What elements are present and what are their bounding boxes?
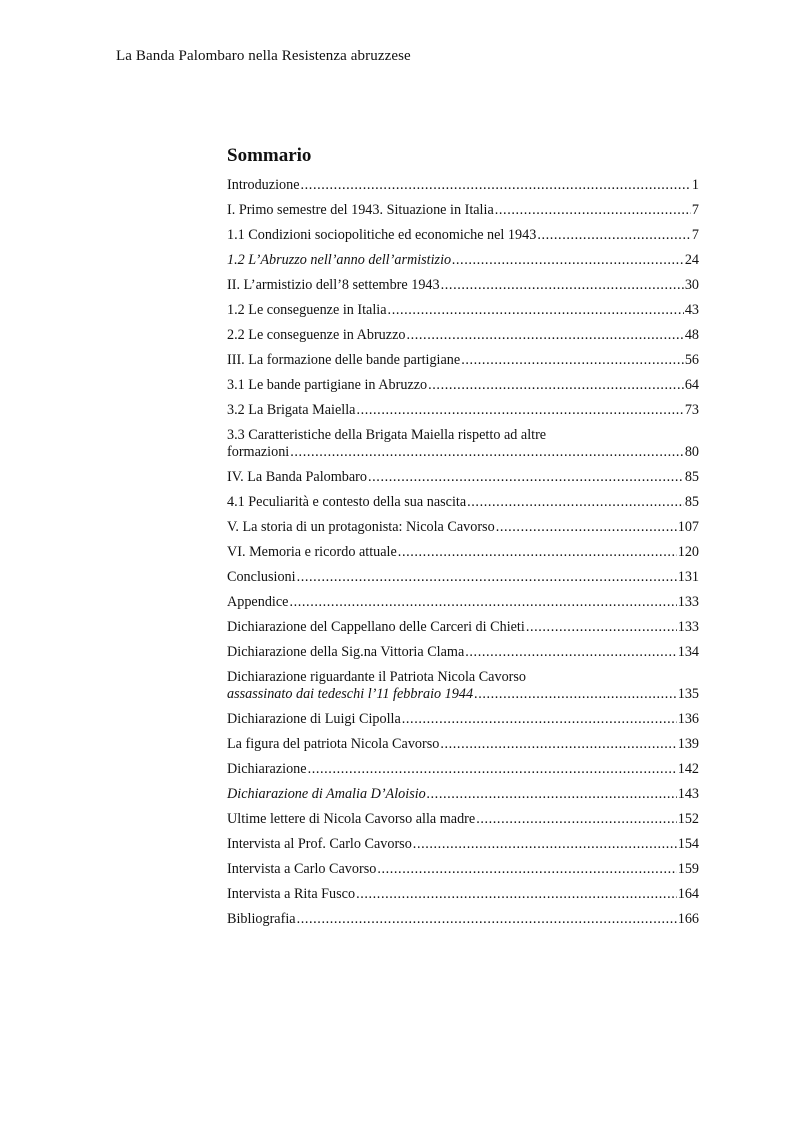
dot-leader [428, 377, 684, 394]
dot-leader [476, 811, 677, 828]
toc-entry[interactable] [227, 861, 699, 878]
toc-entry[interactable] [227, 594, 699, 611]
toc-entry-page-number: 43 [684, 302, 699, 318]
dot-leader [388, 302, 684, 319]
toc-entry-page-number: 85 [684, 494, 699, 510]
toc-entry[interactable] [227, 227, 699, 244]
toc-entry-page-number: 159 [677, 861, 699, 877]
toc-entry[interactable] [227, 736, 699, 753]
dot-leader [289, 594, 676, 611]
toc-entry-page-number: 7 [691, 227, 699, 243]
toc-entry[interactable] [227, 644, 699, 661]
toc-entry-page-number: 143 [677, 786, 699, 802]
toc-entry-label: Dichiarazione di Luigi Cipolla [227, 711, 401, 727]
toc-entry-label: formazioni [227, 444, 290, 460]
toc-entry[interactable] [227, 427, 699, 461]
toc-entry[interactable] [227, 786, 699, 803]
toc-entry-page-number: 1 [691, 177, 699, 193]
toc-entry[interactable] [227, 252, 699, 269]
toc-entry-label: II. L’armistizio dell’8 settembre 1943 [227, 277, 440, 293]
dot-leader [368, 469, 684, 486]
toc-entry[interactable] [227, 569, 699, 586]
toc-entry-label: Introduzione [227, 177, 300, 193]
toc-entry-page-number: 48 [684, 327, 699, 343]
toc-entry-label: VI. Memoria e ricordo attuale [227, 544, 397, 560]
toc-entry-page-number: 136 [677, 711, 699, 727]
toc-entry-label: 4.1 Peculiarità e contesto della sua nascita [227, 494, 467, 510]
toc-entry-label: Conclusioni [227, 569, 296, 585]
toc-entry-label: 1.2 L’Abruzzo nell’anno dell’armistizio [227, 252, 452, 268]
toc-entry[interactable] [227, 519, 699, 536]
dot-leader [398, 544, 677, 561]
toc-entry-page-number: 7 [691, 202, 699, 218]
toc-entry-label: Intervista a Rita Fusco [227, 886, 356, 902]
toc-entry[interactable] [227, 402, 699, 419]
dot-leader [496, 519, 677, 536]
toc-entry-label: 3.1 Le bande partigiane in Abruzzo [227, 377, 428, 393]
toc-entry-label: Dichiarazione del Cappellano delle Carceri di Chieti [227, 619, 525, 635]
dot-leader [537, 227, 691, 244]
toc-entry-page-number: 166 [677, 911, 699, 927]
toc-entry-label: Appendice [227, 594, 289, 610]
dot-leader [377, 861, 676, 878]
toc-entry-label: Bibliografia [227, 911, 296, 927]
toc-entry-page-number: 154 [677, 836, 699, 852]
toc-entry-page-number: 142 [677, 761, 699, 777]
toc-entry-label: I. Primo semestre del 1943. Situazione in Italia [227, 202, 494, 218]
toc-entry-label: 3.2 La Brigata Maiella [227, 402, 356, 418]
table-of-contents [227, 144, 699, 936]
toc-entry[interactable] [227, 277, 699, 294]
toc-entry-page-number: 107 [677, 519, 699, 535]
toc-list [227, 177, 699, 928]
toc-entry[interactable] [227, 302, 699, 319]
toc-entry-page-number: 134 [677, 644, 699, 660]
toc-entry[interactable] [227, 202, 699, 219]
toc-entry[interactable] [227, 619, 699, 636]
toc-entry-page-number: 85 [684, 469, 699, 485]
toc-entry-label-line1: Dichiarazione riguardante il Patriota Nicola Cavorso [227, 669, 527, 685]
toc-entry-page-number: 152 [677, 811, 699, 827]
dot-leader [356, 402, 683, 419]
toc-entry[interactable] [227, 469, 699, 486]
toc-entry-page-number: 64 [684, 377, 699, 393]
dot-leader [526, 619, 677, 636]
dot-leader [297, 569, 677, 586]
toc-entry-page-number: 56 [684, 352, 699, 368]
toc-entry-page-number: 120 [677, 544, 699, 560]
dot-leader [297, 911, 677, 928]
running-header: La Banda Palombaro nella Resistenza abruzzese [116, 48, 411, 64]
toc-entry[interactable] [227, 811, 699, 828]
dot-leader [402, 711, 677, 728]
toc-entry-label: assassinato dai tedeschi l’11 febbraio 1944 [227, 686, 474, 702]
dot-leader [495, 202, 691, 219]
toc-entry-page-number: 80 [684, 444, 699, 460]
dot-leader [427, 786, 677, 803]
dot-leader [441, 277, 684, 294]
toc-entry-page-number: 164 [677, 886, 699, 902]
dot-leader [290, 444, 684, 461]
toc-title: Sommario [227, 145, 312, 166]
toc-entry[interactable] [227, 911, 699, 928]
toc-entry-label: V. La storia di un protagonista: Nicola Cavorso [227, 519, 495, 535]
toc-entry-label-line1: 3.3 Caratteristiche della Brigata Maiella rispetto ad altre [227, 427, 547, 443]
toc-entry-label: 2.2 Le conseguenze in Abruzzo [227, 327, 406, 343]
toc-entry-label: 1.1 Condizioni sociopolitiche ed economiche nel 1943 [227, 227, 537, 243]
toc-entry[interactable] [227, 352, 699, 369]
toc-entry[interactable] [227, 669, 699, 703]
toc-entry-page-number: 131 [677, 569, 699, 585]
dot-leader [356, 886, 677, 903]
dot-leader [452, 252, 684, 269]
toc-entry-label: Intervista a Carlo Cavorso [227, 861, 377, 877]
toc-entry[interactable] [227, 836, 699, 853]
toc-entry-page-number: 133 [677, 594, 699, 610]
toc-entry[interactable] [227, 761, 699, 778]
toc-entry-label: Dichiarazione [227, 761, 307, 777]
toc-entry[interactable] [227, 377, 699, 394]
toc-entry-label: Ultime lettere di Nicola Cavorso alla madre [227, 811, 476, 827]
toc-entry-page-number: 139 [677, 736, 699, 752]
dot-leader [467, 494, 684, 511]
toc-entry-label: 1.2 Le conseguenze in Italia [227, 302, 387, 318]
dot-leader [406, 327, 683, 344]
toc-entry-label: Dichiarazione della Sig.na Vittoria Clama [227, 644, 465, 660]
toc-entry[interactable] [227, 177, 699, 194]
toc-entry-label: Intervista al Prof. Carlo Cavorso [227, 836, 412, 852]
toc-entry[interactable] [227, 711, 699, 728]
dot-leader [461, 352, 684, 369]
dot-leader [413, 836, 677, 853]
toc-entry[interactable] [227, 494, 699, 511]
toc-entry-label: La figura del patriota Nicola Cavorso [227, 736, 440, 752]
toc-entry-page-number: 30 [684, 277, 699, 293]
dot-leader [474, 686, 677, 703]
toc-entry-label: III. La formazione delle bande partigiane [227, 352, 461, 368]
toc-entry-page-number: 133 [677, 619, 699, 635]
toc-entry[interactable] [227, 886, 699, 903]
dot-leader [301, 177, 691, 194]
toc-entry-label: Dichiarazione di Amalia D’Aloisio [227, 786, 426, 802]
toc-entry[interactable] [227, 544, 699, 561]
toc-entry-page-number: 73 [684, 402, 699, 418]
dot-leader [440, 736, 676, 753]
toc-entry-label: IV. La Banda Palombaro [227, 469, 368, 485]
toc-entry[interactable] [227, 327, 699, 344]
dot-leader [465, 644, 676, 661]
dot-leader [308, 761, 677, 778]
toc-entry-page-number: 24 [684, 252, 699, 268]
toc-entry-page-number: 135 [677, 686, 699, 702]
